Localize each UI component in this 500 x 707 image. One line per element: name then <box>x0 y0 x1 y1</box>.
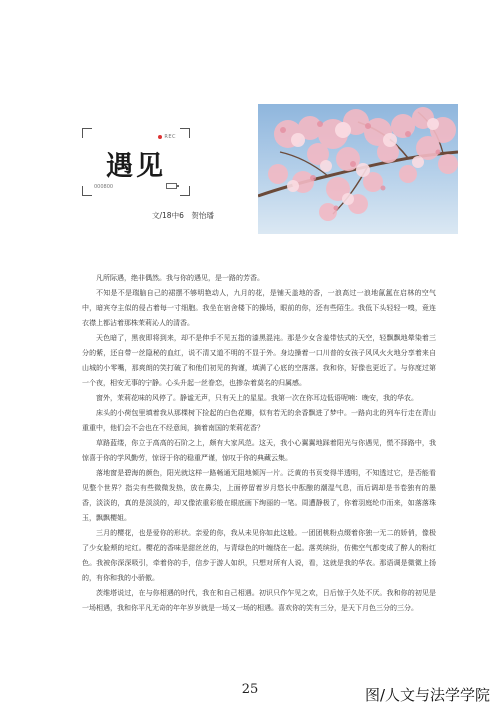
cherry-blossom-painting <box>258 104 458 234</box>
paragraph: 不知是不是瑞脑自己的裙摆不够明艳动人，九月的花，是铺天盖地的香，一浪高过一浪地氤氲在启林的空气中，暗宾夺主似的侵占着每一寸细胞。我坐在宿舍楼下的操场，眼前的你，还有些陌生。我低下头轻轻一嗅，竟连衣襟上都沾着那株茉莉沁人的清香。 <box>82 289 436 327</box>
frame-corner <box>180 128 190 138</box>
rec-indicator: REC <box>158 134 176 140</box>
paragraph: 凡所际遇，绝非偶然。我与你的遇见，是一路的芳香。 <box>96 274 264 282</box>
battery-icon <box>166 183 177 189</box>
paragraph: 窗外，茉莉花味的风停了。静谧无声，只有天上的星星。我第一次在你耳边低语呢喃：晚安，我的华农。 <box>96 394 418 402</box>
frame-corner <box>82 186 92 196</box>
paragraph: 茨维塔说过，在与你相遇的时代，我在和自己相遇。初识只作乍见之欢，日后惊于久处不厌。我和你的初见是一场相遇，我和你平凡无奇的年年岁岁就是一场又一场的相遇。喜欢你的笑有三分，是天下月色三分的三分。 <box>82 589 436 612</box>
frame-corner <box>180 186 190 196</box>
paragraph: 落地窗是碧海的颜色，阳光就这样一路畅通无阻地倾泻一片。泛黄的书页变得半透明，不知透过它，是否能看见整个世界？指尖有些微微发热，放在鼻尖，上面停留着岁月悠长中酝酿的潮湿气息，而后调却是书卷独有的墨香，淡淡的，真的是淡淡的，却又像浓重彩般在眼底画下绚丽的一笔。周遭静极了，你着羽庭纶巾而来，如落落珠玉，飘飘樱姐。 <box>82 469 436 522</box>
frame-counter: 000800 <box>94 184 114 190</box>
image-credit: 图/人文与法学学院 <box>364 686 490 704</box>
paragraph: 天色暗了，黑夜即将到来，却不是伸手不见五指的漆黑混沌。那是少女含羞带怯式的天空，轻飘飘地晕染着三分的紫，还自带一丝隐秘的血红，说不清又道不明的不显于外。身边操着一口川普的女孩子风风火火地分享着来自山城的小零嘴，那爽朗的笑打破了和他们初见的拘谨，填满了心底的空落落。我和你，好像也更近了。与你度过第一个夜，相安无事的宁静。心头升起一丝眷恋，也掺杂着莫名的归属感。 <box>82 334 436 387</box>
paragraph: 草路蓝缕，你立于高高的石阶之上，颇有大家风范。这天，我小心翼翼地踩着阳光与你遇见，慌不择路中，我惊喜于你的学风勤劳，惊讶于你的稳重严谨，惊叹于你的典藏云集。 <box>82 439 436 462</box>
article-body <box>82 271 436 616</box>
record-dot-icon <box>158 135 162 139</box>
frame-corner <box>82 128 92 138</box>
cherry-blossom-illustration <box>258 104 458 234</box>
title-frame <box>82 128 190 196</box>
article-title: 遇见 <box>106 151 166 182</box>
page-number: 25 <box>241 682 259 697</box>
author-byline: 文/18中6 贺怡璠 <box>152 211 214 220</box>
paragraph: 床头的小荷包里填着我从那棵树下捡起的白色花瓣，似有若无的余香飘进了梦中。一路向北的列车行走在青山重重中，他们会不会也在不经意间，摘着南国的茉莉花香？ <box>82 409 436 432</box>
paragraph: 三月的樱花，也是爱你的形状。亲爱的你，我从未见你如此这般。一团团桃粉点缀着你独一无二的娇俏，像极了少女脸颊的坨红。樱花的香味是甜丝丝的，与青绿色的叶缠绕在一起。落英缤纷，仿佛空气都变成了醉人的粉红色。我被你深深吸引，牵着你的手，信步于游人如织，只想对所有人说，看，这就是我的华农。那语调是微微上扬的，有你和我的小骄傲。 <box>82 529 436 582</box>
